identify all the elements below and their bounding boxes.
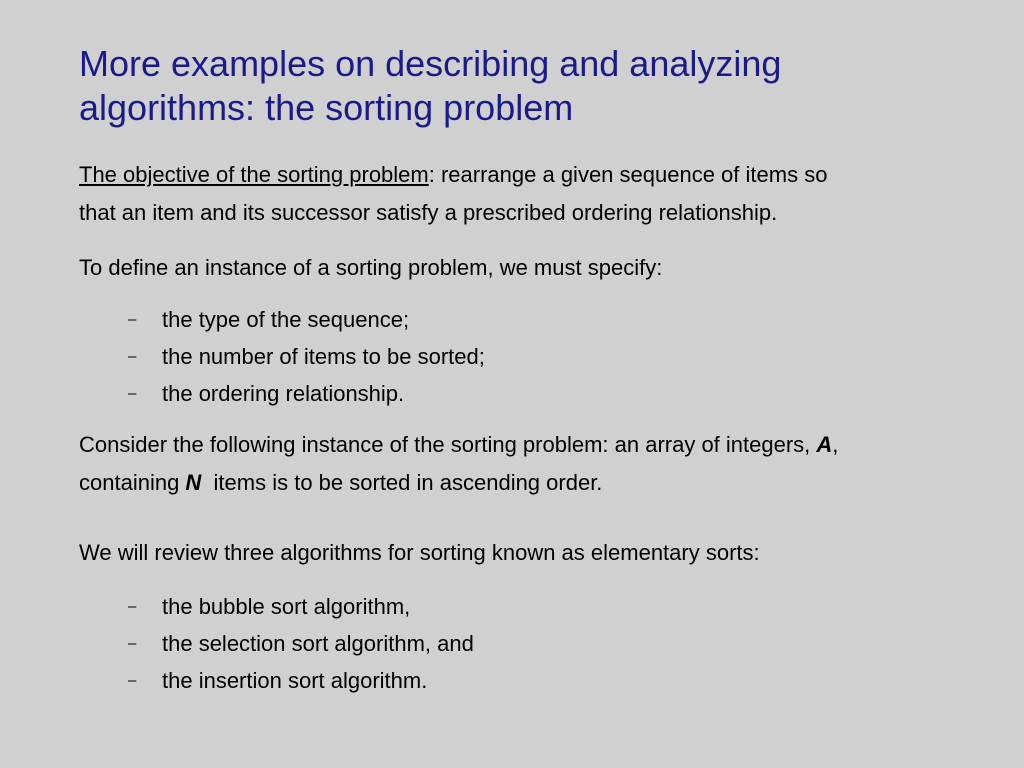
list-item — [128, 375, 928, 412]
list-item — [128, 338, 928, 375]
list-item-text: the selection sort algorithm, and — [162, 631, 474, 656]
consider-text-2: , — [832, 432, 839, 457]
list-item — [128, 588, 928, 625]
algorithm-list — [128, 588, 928, 699]
consider-text-1: Consider the following instance of the sorting problem: an array of integers, — [79, 432, 817, 457]
specification-list — [128, 301, 928, 412]
dash-bullet-icon: – — [128, 348, 137, 365]
list-item-text: the number of items to be sorted; — [162, 344, 485, 369]
list-item — [128, 301, 928, 338]
slide-title-line-2: algorithms: the sorting problem — [79, 87, 574, 128]
variable-n: N — [185, 470, 202, 495]
list-item-text: the insertion sort algorithm. — [162, 668, 428, 693]
consider-text-4: items is to be sorted in ascending order. — [201, 470, 603, 495]
list-item-text: the ordering relationship. — [162, 381, 405, 406]
list-item-text: the type of the sequence; — [162, 307, 410, 332]
slide-title — [79, 42, 979, 130]
variable-a: A — [816, 432, 833, 457]
objective-text-line-1: : rearrange a given sequence of items so — [428, 162, 828, 187]
review-paragraph: We will review three algorithms for sorting known as elementary sorts: — [79, 540, 760, 565]
dash-bullet-icon: – — [128, 635, 137, 652]
dash-bullet-icon: – — [128, 385, 137, 402]
objective-text-line-2: that an item and its successor satisfy a prescribed ordering relationship. — [79, 200, 778, 225]
consider-text-3: containing — [79, 470, 186, 495]
list-item — [128, 625, 928, 662]
list-item-text: the bubble sort algorithm, — [162, 594, 411, 619]
objective-paragraph — [79, 156, 979, 232]
consider-paragraph — [79, 426, 979, 502]
dash-bullet-icon: – — [128, 672, 137, 689]
dash-bullet-icon: – — [128, 598, 137, 615]
slide-title-line-1: More examples on describing and analyzing — [79, 43, 782, 84]
objective-label: The objective of the sorting problem — [79, 162, 429, 187]
list-item — [128, 662, 928, 699]
define-instance-paragraph: To define an instance of a sorting problem, we must specify: — [79, 255, 663, 280]
dash-bullet-icon: – — [128, 311, 137, 328]
